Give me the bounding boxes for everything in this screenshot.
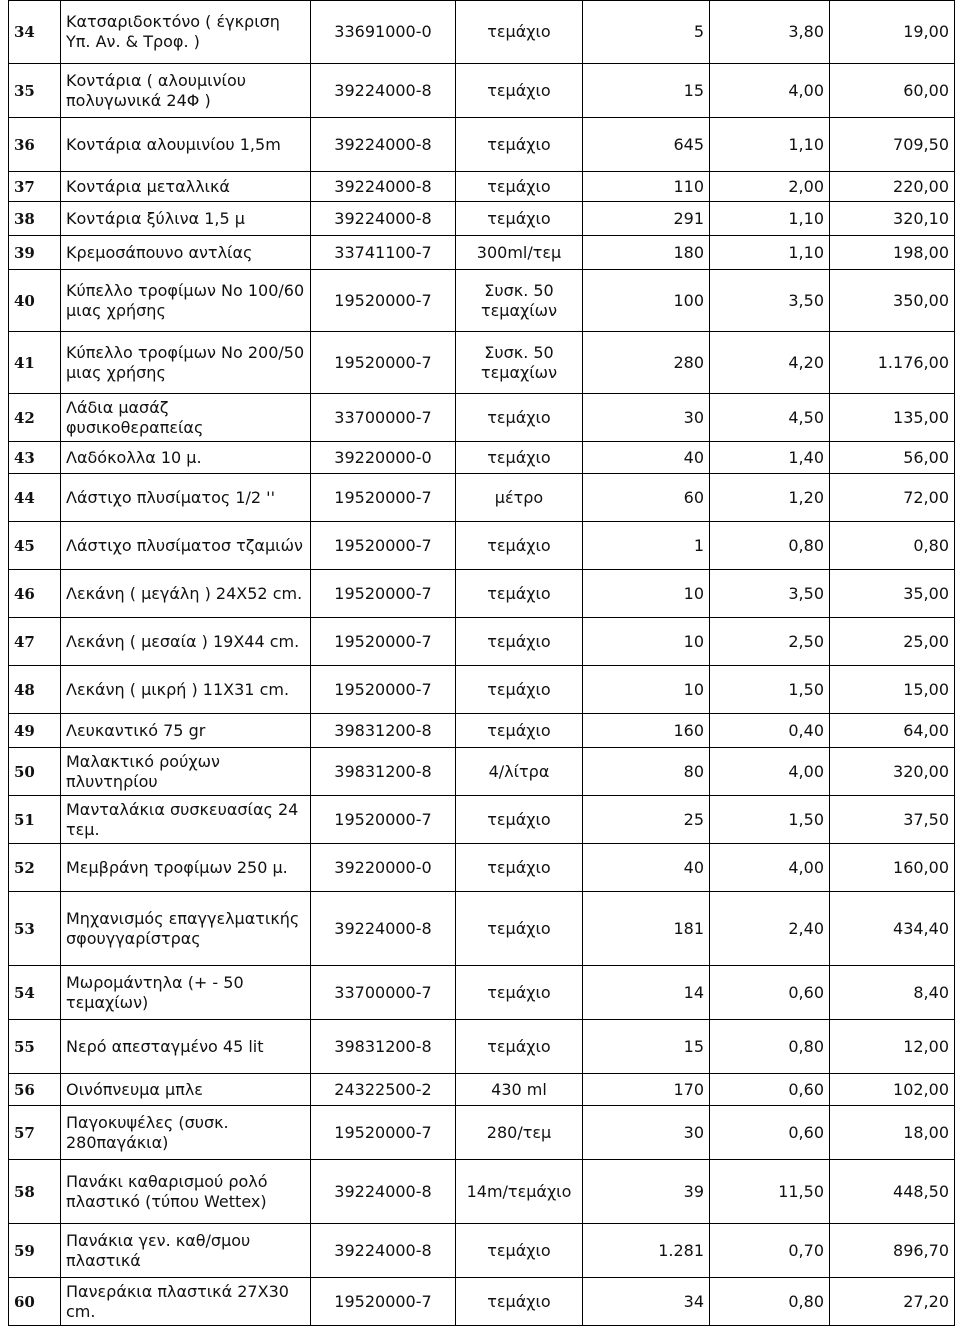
cell-price: 3,50 <box>710 270 830 332</box>
cell-total: 35,00 <box>830 570 955 618</box>
cell-desc: Μωρομάντηλα (+ - 50 τεμαχίων) <box>61 966 311 1020</box>
cell-unit: τεμάχιο <box>456 714 583 748</box>
table-row <box>9 1278 955 1326</box>
cell-qty: 10 <box>583 666 710 714</box>
table-row <box>9 618 955 666</box>
cell-total: 8,40 <box>830 966 955 1020</box>
cell-total: 434,40 <box>830 892 955 966</box>
cell-unit: τεμάχιο <box>456 64 583 118</box>
cell-no: 43 <box>9 442 61 474</box>
cell-code: 39224000-8 <box>311 64 456 118</box>
cell-code: 19520000-7 <box>311 270 456 332</box>
cell-code: 19520000-7 <box>311 1278 456 1326</box>
cell-total: 12,00 <box>830 1020 955 1074</box>
cell-code: 33691000-0 <box>311 1 456 64</box>
table-row <box>9 474 955 522</box>
cell-qty: 30 <box>583 394 710 442</box>
cell-qty: 110 <box>583 172 710 202</box>
cell-price: 0,40 <box>710 714 830 748</box>
cell-unit: τεμάχιο <box>456 442 583 474</box>
cell-price: 2,40 <box>710 892 830 966</box>
cell-code: 33700000-7 <box>311 966 456 1020</box>
cell-unit: τεμάχιο <box>456 1224 583 1278</box>
cell-price: 1,40 <box>710 442 830 474</box>
cell-desc: Λάδια μασάζ φυσικοθεραπείας <box>61 394 311 442</box>
cell-price: 3,50 <box>710 570 830 618</box>
cell-code: 19520000-7 <box>311 618 456 666</box>
cell-unit: τεμάχιο <box>456 522 583 570</box>
cell-code: 33741100-7 <box>311 236 456 270</box>
cell-qty: 170 <box>583 1074 710 1106</box>
cell-desc: Κοντάρια ( αλουμινίου πολυγωνικά 24Φ ) <box>61 64 311 118</box>
cell-desc: Μηχανισμός επαγγελματικής σφουγγαρίστρας <box>61 892 311 966</box>
cell-total: 25,00 <box>830 618 955 666</box>
cell-total: 27,20 <box>830 1278 955 1326</box>
cell-no: 47 <box>9 618 61 666</box>
cell-desc: Πανάκι καθαρισμού ρολό πλαστικό (τύπου Wettex) <box>61 1160 311 1224</box>
table-row <box>9 1 955 64</box>
cell-total: 18,00 <box>830 1106 955 1160</box>
cell-no: 60 <box>9 1278 61 1326</box>
cell-no: 36 <box>9 118 61 172</box>
cell-desc: Κατσαριδοκτόνο ( έγκριση Υπ. Αν. & Τροφ. ) <box>61 1 311 64</box>
cell-qty: 30 <box>583 1106 710 1160</box>
table-row <box>9 1160 955 1224</box>
cell-desc: Πανεράκια πλαστικά 27Χ30 cm. <box>61 1278 311 1326</box>
cell-total: 56,00 <box>830 442 955 474</box>
cell-code: 39220000-0 <box>311 442 456 474</box>
cell-qty: 60 <box>583 474 710 522</box>
cell-no: 57 <box>9 1106 61 1160</box>
cell-unit: μέτρο <box>456 474 583 522</box>
cell-no: 38 <box>9 202 61 236</box>
cell-price: 4,20 <box>710 332 830 394</box>
cell-price: 4,00 <box>710 64 830 118</box>
cell-no: 46 <box>9 570 61 618</box>
table-row <box>9 966 955 1020</box>
cell-price: 0,80 <box>710 522 830 570</box>
cell-no: 48 <box>9 666 61 714</box>
cell-no: 37 <box>9 172 61 202</box>
table-row <box>9 796 955 844</box>
cell-no: 55 <box>9 1020 61 1074</box>
cell-total: 15,00 <box>830 666 955 714</box>
cell-unit: τεμάχιο <box>456 118 583 172</box>
cell-code: 39224000-8 <box>311 118 456 172</box>
cell-code: 19520000-7 <box>311 796 456 844</box>
cell-price: 1,50 <box>710 666 830 714</box>
cell-price: 1,10 <box>710 236 830 270</box>
cell-no: 41 <box>9 332 61 394</box>
table-row <box>9 236 955 270</box>
table-row <box>9 748 955 796</box>
cell-unit: 300ml/τεμ <box>456 236 583 270</box>
cell-total: 135,00 <box>830 394 955 442</box>
cell-no: 51 <box>9 796 61 844</box>
cell-price: 1,10 <box>710 202 830 236</box>
cell-total: 198,00 <box>830 236 955 270</box>
cell-qty: 34 <box>583 1278 710 1326</box>
cell-code: 19520000-7 <box>311 332 456 394</box>
cell-code: 39224000-8 <box>311 202 456 236</box>
cell-desc: Κοντάρια ξύλινα 1,5 μ <box>61 202 311 236</box>
cell-unit: τεμάχιο <box>456 202 583 236</box>
items-table <box>8 0 955 1326</box>
cell-total: 320,10 <box>830 202 955 236</box>
cell-no: 39 <box>9 236 61 270</box>
cell-desc: Νερό απεσταγμένο 45 lit <box>61 1020 311 1074</box>
cell-qty: 291 <box>583 202 710 236</box>
cell-desc: Λεκάνη ( μεσαία ) 19Χ44 cm. <box>61 618 311 666</box>
cell-price: 4,00 <box>710 844 830 892</box>
cell-price: 0,70 <box>710 1224 830 1278</box>
cell-qty: 181 <box>583 892 710 966</box>
cell-total: 64,00 <box>830 714 955 748</box>
cell-no: 49 <box>9 714 61 748</box>
cell-price: 11,50 <box>710 1160 830 1224</box>
cell-unit: τεμάχιο <box>456 172 583 202</box>
cell-unit: τεμάχιο <box>456 1278 583 1326</box>
cell-price: 1,20 <box>710 474 830 522</box>
cell-unit: 280/τεμ <box>456 1106 583 1160</box>
cell-qty: 25 <box>583 796 710 844</box>
cell-code: 39224000-8 <box>311 1160 456 1224</box>
cell-no: 59 <box>9 1224 61 1278</box>
cell-price: 1,50 <box>710 796 830 844</box>
table-row <box>9 666 955 714</box>
cell-no: 35 <box>9 64 61 118</box>
cell-desc: Κοντάρια αλουμινίου 1,5m <box>61 118 311 172</box>
cell-no: 42 <box>9 394 61 442</box>
table-row <box>9 270 955 332</box>
table-row <box>9 172 955 202</box>
cell-total: 160,00 <box>830 844 955 892</box>
cell-desc: Πανάκια γεν. καθ/σμου πλαστικά <box>61 1224 311 1278</box>
cell-no: 50 <box>9 748 61 796</box>
cell-unit: τεμάχιο <box>456 796 583 844</box>
cell-total: 448,50 <box>830 1160 955 1224</box>
table-row <box>9 1224 955 1278</box>
cell-code: 33700000-7 <box>311 394 456 442</box>
cell-qty: 40 <box>583 844 710 892</box>
table-row <box>9 844 955 892</box>
cell-no: 54 <box>9 966 61 1020</box>
cell-no: 53 <box>9 892 61 966</box>
cell-code: 39831200-8 <box>311 714 456 748</box>
cell-desc: Οινόπνευμα μπλε <box>61 1074 311 1106</box>
cell-desc: Λεκάνη ( μικρή ) 11Χ31 cm. <box>61 666 311 714</box>
cell-desc: Μανταλάκια συσκευασίας 24 τεμ. <box>61 796 311 844</box>
table-row <box>9 332 955 394</box>
cell-no: 52 <box>9 844 61 892</box>
cell-qty: 100 <box>583 270 710 332</box>
table-row <box>9 394 955 442</box>
cell-unit: τεμάχιο <box>456 394 583 442</box>
cell-total: 0,80 <box>830 522 955 570</box>
cell-desc: Λάστιχο πλυσίματος 1/2 '' <box>61 474 311 522</box>
cell-price: 2,00 <box>710 172 830 202</box>
cell-desc: Λευκαντικό 75 gr <box>61 714 311 748</box>
cell-code: 39224000-8 <box>311 1224 456 1278</box>
cell-code: 39220000-0 <box>311 844 456 892</box>
cell-unit: 4/λίτρα <box>456 748 583 796</box>
cell-desc: Μεμβράνη τροφίμων 250 μ. <box>61 844 311 892</box>
cell-code: 39831200-8 <box>311 748 456 796</box>
cell-unit: τεμάχιο <box>456 1 583 64</box>
cell-desc: Παγοκυψέλες (συσκ. 280παγάκια) <box>61 1106 311 1160</box>
cell-no: 45 <box>9 522 61 570</box>
table-row <box>9 1020 955 1074</box>
cell-price: 0,60 <box>710 1074 830 1106</box>
cell-price: 2,50 <box>710 618 830 666</box>
cell-desc: Κοντάρια μεταλλικά <box>61 172 311 202</box>
cell-unit: τεμάχιο <box>456 618 583 666</box>
cell-price: 3,80 <box>710 1 830 64</box>
cell-no: 58 <box>9 1160 61 1224</box>
cell-unit: 430 ml <box>456 1074 583 1106</box>
cell-qty: 280 <box>583 332 710 394</box>
cell-unit: Συσκ. 50 τεμαχίων <box>456 332 583 394</box>
cell-total: 102,00 <box>830 1074 955 1106</box>
cell-unit: τεμάχιο <box>456 666 583 714</box>
table-row <box>9 118 955 172</box>
cell-desc: Λαδόκολλα 10 μ. <box>61 442 311 474</box>
cell-desc: Μαλακτικό ρούχων πλυντηρίου <box>61 748 311 796</box>
cell-qty: 80 <box>583 748 710 796</box>
table-row <box>9 442 955 474</box>
cell-code: 19520000-7 <box>311 570 456 618</box>
cell-code: 39224000-8 <box>311 892 456 966</box>
table-row <box>9 892 955 966</box>
cell-qty: 160 <box>583 714 710 748</box>
cell-desc: Λεκάνη ( μεγάλη ) 24Χ52 cm. <box>61 570 311 618</box>
table-row <box>9 1106 955 1160</box>
table-row <box>9 714 955 748</box>
cell-qty: 14 <box>583 966 710 1020</box>
cell-price: 0,60 <box>710 1106 830 1160</box>
cell-desc: Κύπελλο τροφίμων Νο 200/50 μιας χρήσης <box>61 332 311 394</box>
cell-total: 37,50 <box>830 796 955 844</box>
cell-qty: 645 <box>583 118 710 172</box>
cell-total: 72,00 <box>830 474 955 522</box>
cell-qty: 40 <box>583 442 710 474</box>
cell-total: 220,00 <box>830 172 955 202</box>
cell-unit: τεμάχιο <box>456 966 583 1020</box>
cell-qty: 5 <box>583 1 710 64</box>
cell-price: 0,80 <box>710 1020 830 1074</box>
cell-total: 60,00 <box>830 64 955 118</box>
cell-qty: 10 <box>583 618 710 666</box>
cell-price: 4,00 <box>710 748 830 796</box>
cell-code: 19520000-7 <box>311 666 456 714</box>
cell-qty: 39 <box>583 1160 710 1224</box>
cell-no: 40 <box>9 270 61 332</box>
cell-qty: 15 <box>583 64 710 118</box>
cell-unit: τεμάχιο <box>456 1020 583 1074</box>
cell-qty: 1.281 <box>583 1224 710 1278</box>
cell-unit: τεμάχιο <box>456 570 583 618</box>
cell-qty: 10 <box>583 570 710 618</box>
cell-qty: 15 <box>583 1020 710 1074</box>
cell-code: 39224000-8 <box>311 172 456 202</box>
cell-unit: 14m/τεμάχιο <box>456 1160 583 1224</box>
cell-code: 24322500-2 <box>311 1074 456 1106</box>
table-row <box>9 64 955 118</box>
table-row <box>9 522 955 570</box>
cell-price: 4,50 <box>710 394 830 442</box>
cell-unit: τεμάχιο <box>456 892 583 966</box>
items-table-body <box>9 1 955 1326</box>
cell-desc: Κύπελλο τροφίμων Νο 100/60 μιας χρήσης <box>61 270 311 332</box>
cell-qty: 180 <box>583 236 710 270</box>
cell-desc: Λάστιχο πλυσίματοσ τζαμιών <box>61 522 311 570</box>
cell-total: 1.176,00 <box>830 332 955 394</box>
cell-code: 19520000-7 <box>311 522 456 570</box>
cell-qty: 1 <box>583 522 710 570</box>
cell-no: 34 <box>9 1 61 64</box>
table-row <box>9 202 955 236</box>
table-row <box>9 1074 955 1106</box>
cell-no: 44 <box>9 474 61 522</box>
cell-total: 350,00 <box>830 270 955 332</box>
cell-unit: Συσκ. 50 τεμαχίων <box>456 270 583 332</box>
cell-total: 709,50 <box>830 118 955 172</box>
table-row <box>9 570 955 618</box>
cell-total: 19,00 <box>830 1 955 64</box>
cell-price: 0,60 <box>710 966 830 1020</box>
cell-unit: τεμάχιο <box>456 844 583 892</box>
cell-price: 0,80 <box>710 1278 830 1326</box>
cell-total: 896,70 <box>830 1224 955 1278</box>
cell-desc: Κρεμοσάπουνο αντλίας <box>61 236 311 270</box>
cell-price: 1,10 <box>710 118 830 172</box>
cell-code: 19520000-7 <box>311 1106 456 1160</box>
cell-code: 19520000-7 <box>311 474 456 522</box>
cell-total: 320,00 <box>830 748 955 796</box>
cell-code: 39831200-8 <box>311 1020 456 1074</box>
cell-no: 56 <box>9 1074 61 1106</box>
